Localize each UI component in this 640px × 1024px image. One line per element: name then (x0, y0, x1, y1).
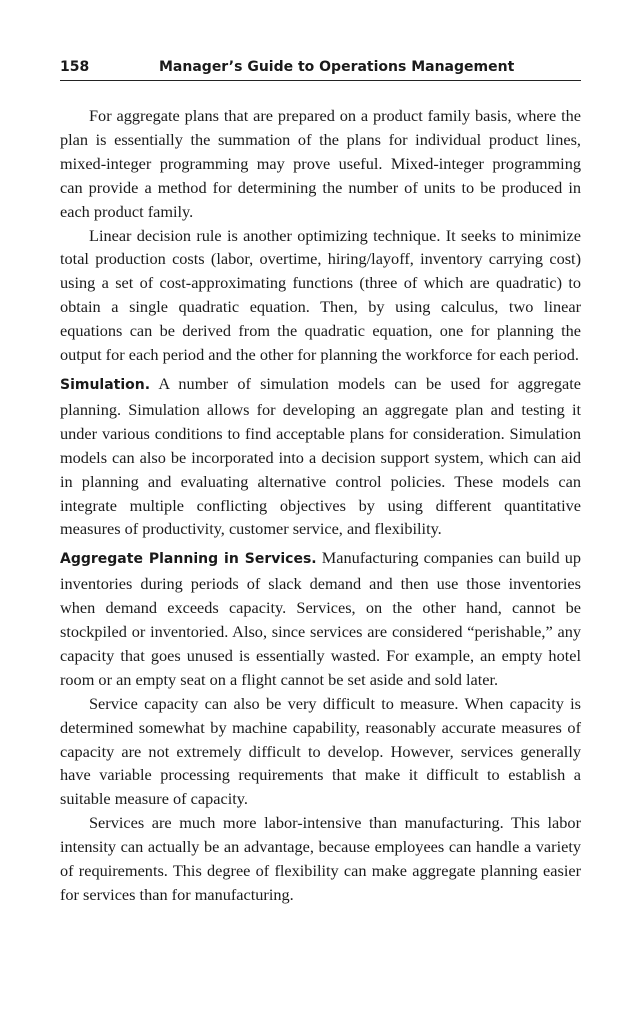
paragraph-linear-decision-rule (60, 224, 581, 367)
section-simulation (60, 372, 581, 541)
page-number: 158 (60, 59, 90, 75)
paragraph-text: Services are much more labor-intensive than manufacturing. This labor intensity can actually be an advantage, because employees can handle a variety of requirements. This degree of flexibility can make aggregate planning easier for services than for manufacturing. (60, 813, 581, 904)
body-text (60, 104, 581, 907)
paragraph-mixed-integer-programming (60, 104, 581, 224)
paragraph-service-capacity (60, 692, 581, 812)
book-title: Manager’s Guide to Operations Management (159, 59, 515, 75)
running-head (60, 56, 581, 81)
section-aggregate-planning-services (60, 546, 581, 691)
paragraph-labor-intensive (60, 811, 581, 907)
paragraph-text: A number of simulation models can be used for aggregate planning. Simulation allows for developing an aggregate plan and testing it under various conditions to find acceptable plans for consideration. Simulation models can also be incorporated into a decision support system, which can aid in planning and evaluating alternative control policies. These models can integrate multiple conflicting objectives by using different quantitative measures of productivity, customer service, and flexibility. (60, 373, 582, 539)
paragraph-text: Linear decision rule is another optimizing technique. It seeks to minimize total production costs (labor, overtime, hiring/layoff, inventory carrying cost) using a set of cost-approximating functions (three of which are quadratic) to obtain a single quadratic equation. Then, by using calculus, two linear equations can be derived from the quadratic equation, one for planning the output for each period and the other for planning the workforce for each period. (60, 225, 581, 365)
section-heading-simulation: Simulation. (60, 376, 151, 393)
section-heading-aggregate-planning-services: Aggregate Planning in Services. (60, 551, 317, 568)
paragraph-text: Service capacity can also be very difficult to measure. When capacity is determined somewhat by machine capability, reasonably accurate measures of capacity are not extremely difficult to develop. However, services generally have variable processing requirements that make it difficult to establish a suitable measure of capacity. (60, 693, 581, 809)
paragraph-text: For aggregate plans that are prepared on a product family basis, where the plan is essentially the summation of the plans for individual product lines, mixed-integer programming may prove useful. Mixed-integer programming can provide a method for determining the number of units to be produced in each product family. (60, 106, 581, 221)
paragraph-text: Manufacturing companies can build up inventories during periods of slack demand and then use those inventories when demand exceeds capacity. Services, on the other hand, cannot be stockpiled or inventoried. Also, since services are considered “perishable,” any capacity that goes unused is essentially wasted. For example, an empty hotel room or an empty seat on a flight cannot be set aside and sold later. (60, 548, 582, 689)
